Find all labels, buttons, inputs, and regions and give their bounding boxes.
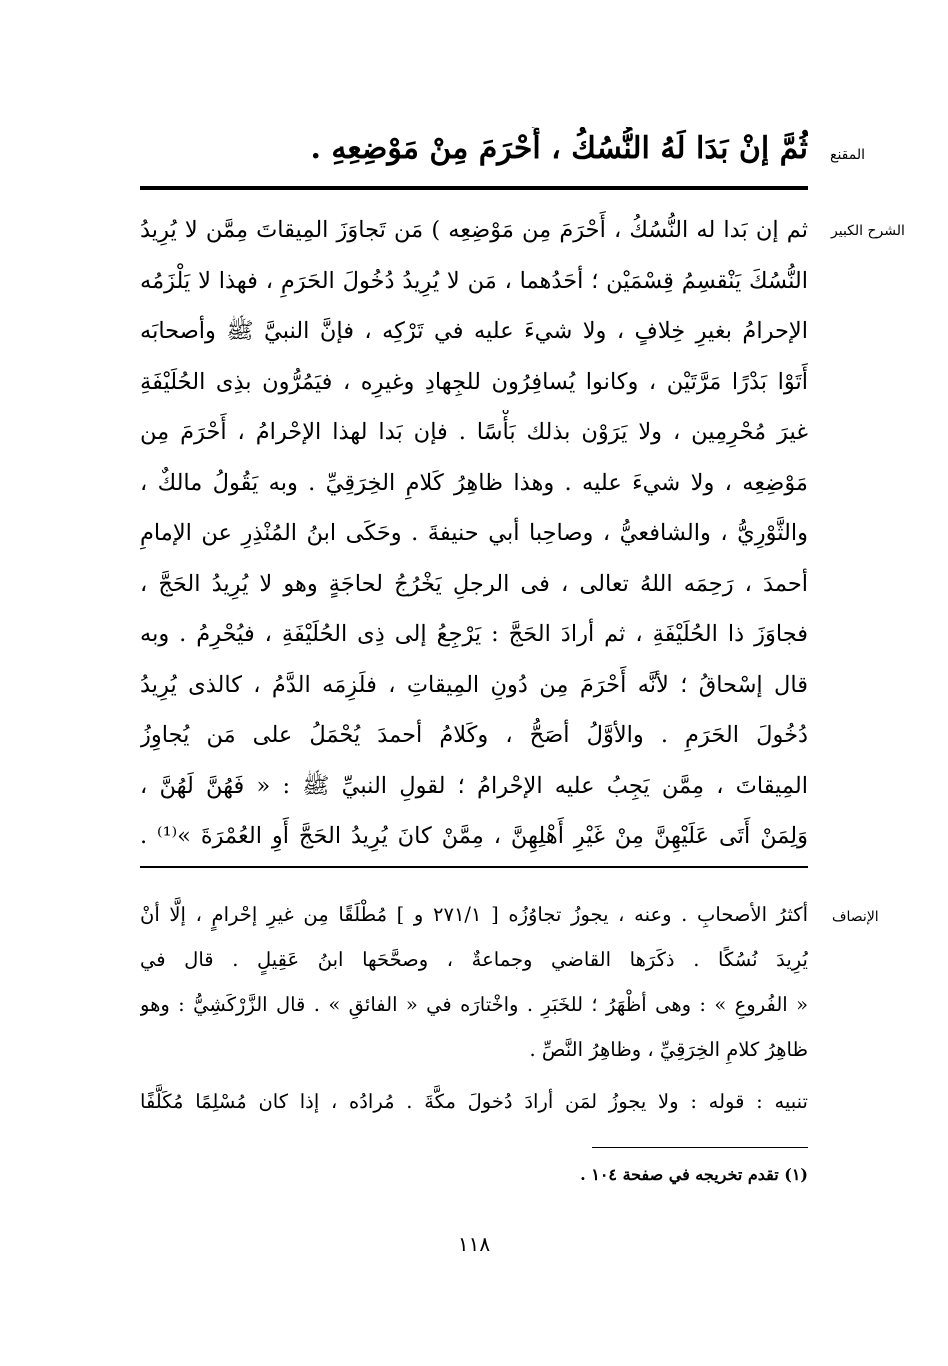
sharh-line: دُخُولَ الحَرَمِ . والأوَّلُ أصَحُّ ، وكَلامُ أحمدَ يُحْمَلُ على مَن يُجاوِزُ xyxy=(140,722,808,748)
page-number: ١١٨ xyxy=(457,1232,491,1256)
sharh-line: قال إسْحاقُ ؛ لأنَّه أَحْرَمَ مِن دُونِ المِيقاتِ ، فلَزِمَه الدَّمُ ، كالذى يُرِيدُ xyxy=(140,672,808,698)
sharh-line: المِيقاتَ ، مِمَّن يَجِبُ عليه الإحْرامُ ؛ لقولِ النبيِّ ﷺ : « فَهُنَّ لَهُنَّ ، xyxy=(140,773,808,799)
insaf-line: أكثرُ الأصحابِ . وعنه ، يجوزُ تجاوُزُه [ ٢٧١/١ و ] مُطْلَقًا مِن غيرِ إحْرامٍ ، إلَّا أنْ xyxy=(140,903,808,926)
label-insaf: الإنصاف xyxy=(832,909,879,925)
sharh-line: مَوْضِعِه ، ولا شيءَ عليه . وهذا ظاهِرُ كَلامِ الخِرَقِيِّ . وبه يَقُولُ مالكٌ ، xyxy=(140,470,808,496)
sharh-line: أَتَوْا بَدْرًا مَرَّتَيْن ، وكانوا يُسافِرُون للجِهادِ وغيرِه ، فيَمُرُّون بذِى الحُلَيْفَةِ xyxy=(140,369,808,395)
insaf-line: يُرِيدَ نُسُكًا . ذكَرَها القاضي وجماعةٌ ، وصحَّحَها ابنُ عَقِيلٍ . قال في xyxy=(140,948,808,971)
sharh-line: وَلِمَنْ أَتَى عَلَيْهِنَّ مِنْ غَيْرِ أَهْلِهِنَّ ، مِمَّنْ كانَ يُرِيدُ الحَجَّ أَوِ العُمْرَةَ »⁽¹⁾ . xyxy=(140,823,808,849)
sharh-line: غيرَ مُحْرِمِين ، ولا يَرَوْن بذلك بَأْسًا . فإن بَدا لهذا الإحْرامُ ، أَحْرَمَ مِن xyxy=(140,419,808,445)
label-sharh-kabir: الشرح الكبير xyxy=(831,223,905,239)
sharh-line: فجاوَزَ ذا الحُلَيْفَةِ ، ثم أرادَ الحَجَّ : يَرْجِعُ إلى ذِى الحُلَيْفَةِ ، فيُحْرِمُ . وبه xyxy=(140,621,808,647)
insaf-tanbih: تنبيه : قوله : ولا يجوزُ لمَن أرادَ دُخولَ مكَّةَ . مُرادُه ، إذا كان مُسْلِمًا مُكَلَّفًا xyxy=(140,1090,808,1113)
insaf-line: « الفُروعِ » : وهى أظْهَرُ ؛ للخَبَرِ . واخْتارَه في « الفائقِ » . قال الزَّرْكَشِيُّ : وهو xyxy=(140,993,808,1016)
footnote: (١) تقدم تخريجه في صفحة ١٠٤ . xyxy=(580,1165,808,1184)
top-rule xyxy=(140,186,808,190)
insaf-line: ظاهِرُ كلامِ الخِرَقِيِّ ، وظاهِرُ النَّصِّ . xyxy=(529,1038,808,1061)
sharh-line: أحمدَ ، رَحِمَه اللهُ تعالى ، فى الرجلِ يَخْرُجُ لحاجَةٍ وهو لا يُرِيدُ الحَجَّ ، xyxy=(140,571,808,597)
sharh-line: النُّسُكَ يَنْقسِمُ قِسْمَيْن ؛ أحَدُهما ، مَن لا يُرِيدُ دُخُولَ الحَرَمِ ، فهذا لا يَلْزَمُه xyxy=(140,268,808,294)
sharh-line: الإحرامُ بغيرِ خِلافٍ ، ولا شيءَ عليه في تَرْكِه ، فإنَّ النبيَّ ﷺ وأصحابَه xyxy=(140,318,808,344)
muqni-text: ثُمَّ إنْ بَدَا لَهُ النُّسُكُ ، أَحْرَمَ مِنْ مَوْضِعِهِ . xyxy=(310,131,808,166)
label-muqni: المقنع xyxy=(830,147,866,163)
sharh-line: والثَّوْرِيُّ ، والشافعيُّ ، وصاحِبا أبي حنيفةَ . وحَكَى ابنُ المُنْذِرِ عن الإمامِ xyxy=(140,520,808,546)
footnote-rule xyxy=(592,1147,808,1148)
sharh-line: ثم إن بَدا له النُّسُكُ ، أَحْرَمَ مِن مَوْضِعِه ) مَن تَجاوَزَ المِيقاتَ مِمَّن لا يُرِيدُ xyxy=(140,217,808,243)
middle-rule xyxy=(140,866,808,868)
